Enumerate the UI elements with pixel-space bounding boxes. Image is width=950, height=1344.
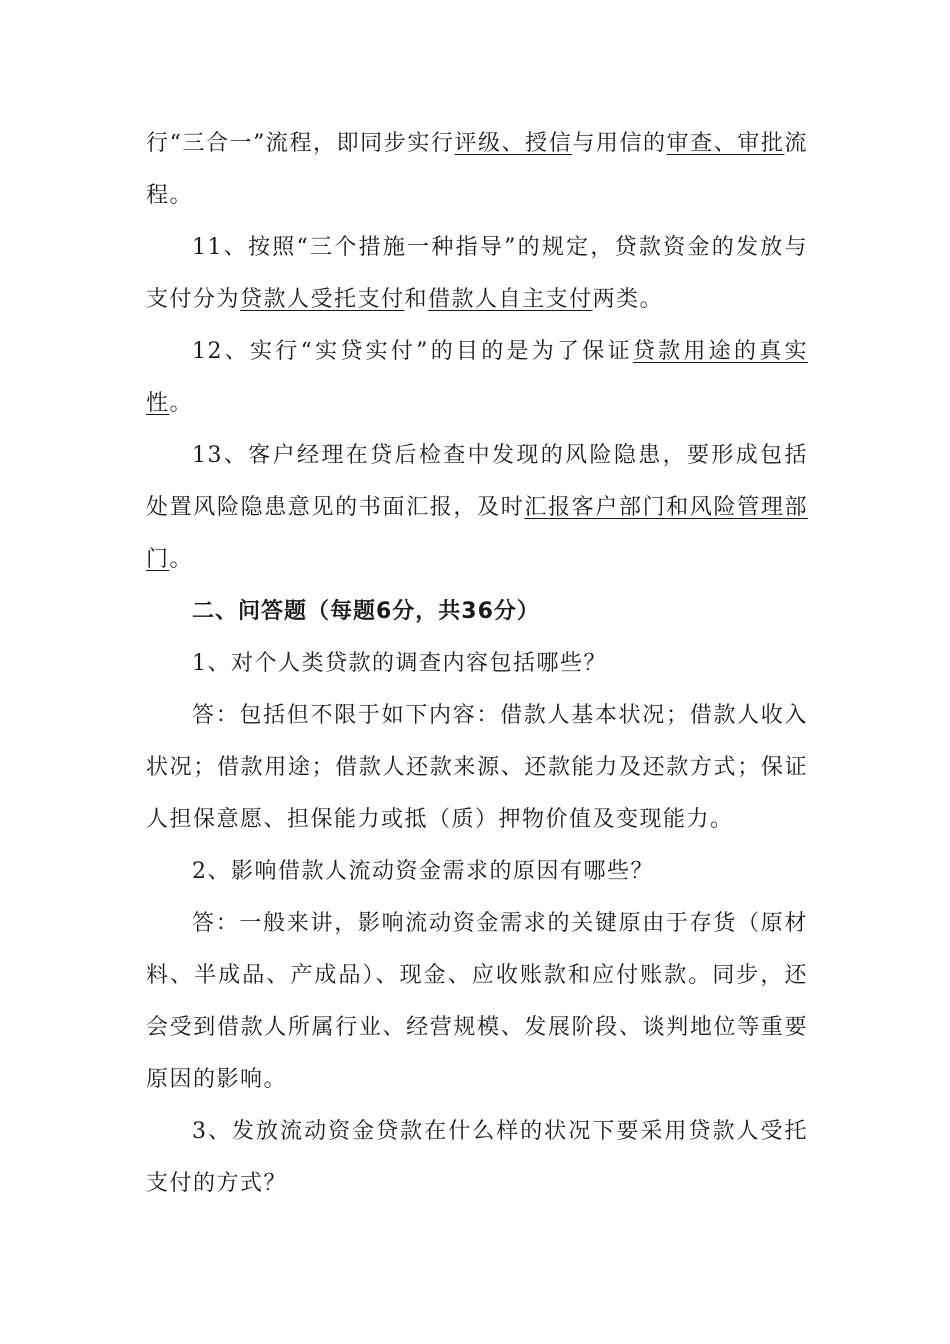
item-12	[146, 326, 808, 430]
paragraph-process-integration	[146, 118, 808, 222]
question-3: 3、发放流动资金贷款在什么样的状况下要采用贷款人受托支付的方式？	[146, 1119, 808, 1196]
underlined-answer-lender-entrusted-payment: 贷款人受托支付	[240, 287, 405, 312]
paragraph-text: 。	[169, 391, 194, 416]
paragraph-text: 流程。	[146, 131, 808, 208]
paragraph-text: 。	[169, 547, 194, 572]
item-13	[146, 430, 808, 586]
underlined-answer-rating-credit: 评级、授信	[454, 131, 573, 156]
underlined-answer-review-approval: 审查、审批	[666, 131, 785, 156]
answer-2: 答：一般来讲，影响流动资金需求的关键原由于存货（原材料、半成品、产成品）、现金、应收账款和应付账款。同步，还会受到借款人所属行业、经营规模、发展阶段、谈判地位等重要原因的影响。	[146, 911, 808, 1092]
underlined-answer-loan-purpose: 贷款用途的真实性	[146, 339, 808, 416]
paragraph-text: 11、按照“三个措施一种指导”的规定，贷款资金的发放与支付分为	[146, 235, 808, 312]
question-2: 2、影响借款人流动资金需求的原因有哪些？	[192, 859, 654, 884]
item-11	[146, 222, 808, 326]
underlined-answer-report-departments: 汇报客户部门和风险管理部门	[146, 495, 808, 572]
document-page	[146, 118, 808, 1210]
answer-1: 答：包括但不限于如下内容：借款人基本状况；借款人收入状况；借款用途；借款人还款来源、还款能力及还款方式；保证人担保意愿、担保能力或抵（质）押物价值及变现能力。	[146, 703, 808, 832]
paragraph-text: 13、客户经理在贷后检查中发现的风险隐患，要形成包括处置风险隐患意见的书面汇报，及时	[146, 443, 808, 520]
paragraph-text: 12、实行“实贷实付”的目的是为了保证	[192, 339, 633, 364]
paragraph-text: 行“三合一”流程，即同步实行	[146, 131, 455, 156]
paragraph-text: 与用信的	[572, 131, 667, 156]
paragraph-text: 和	[404, 287, 429, 312]
section-heading-qa: 二、问答题（每题6分，共36分）	[192, 599, 540, 624]
question-1: 1、对个人类贷款的调查内容包括哪些？	[192, 651, 607, 676]
underlined-answer-borrower-self-payment: 借款人自主支付	[428, 287, 593, 312]
paragraph-text: 两类。	[592, 287, 664, 312]
